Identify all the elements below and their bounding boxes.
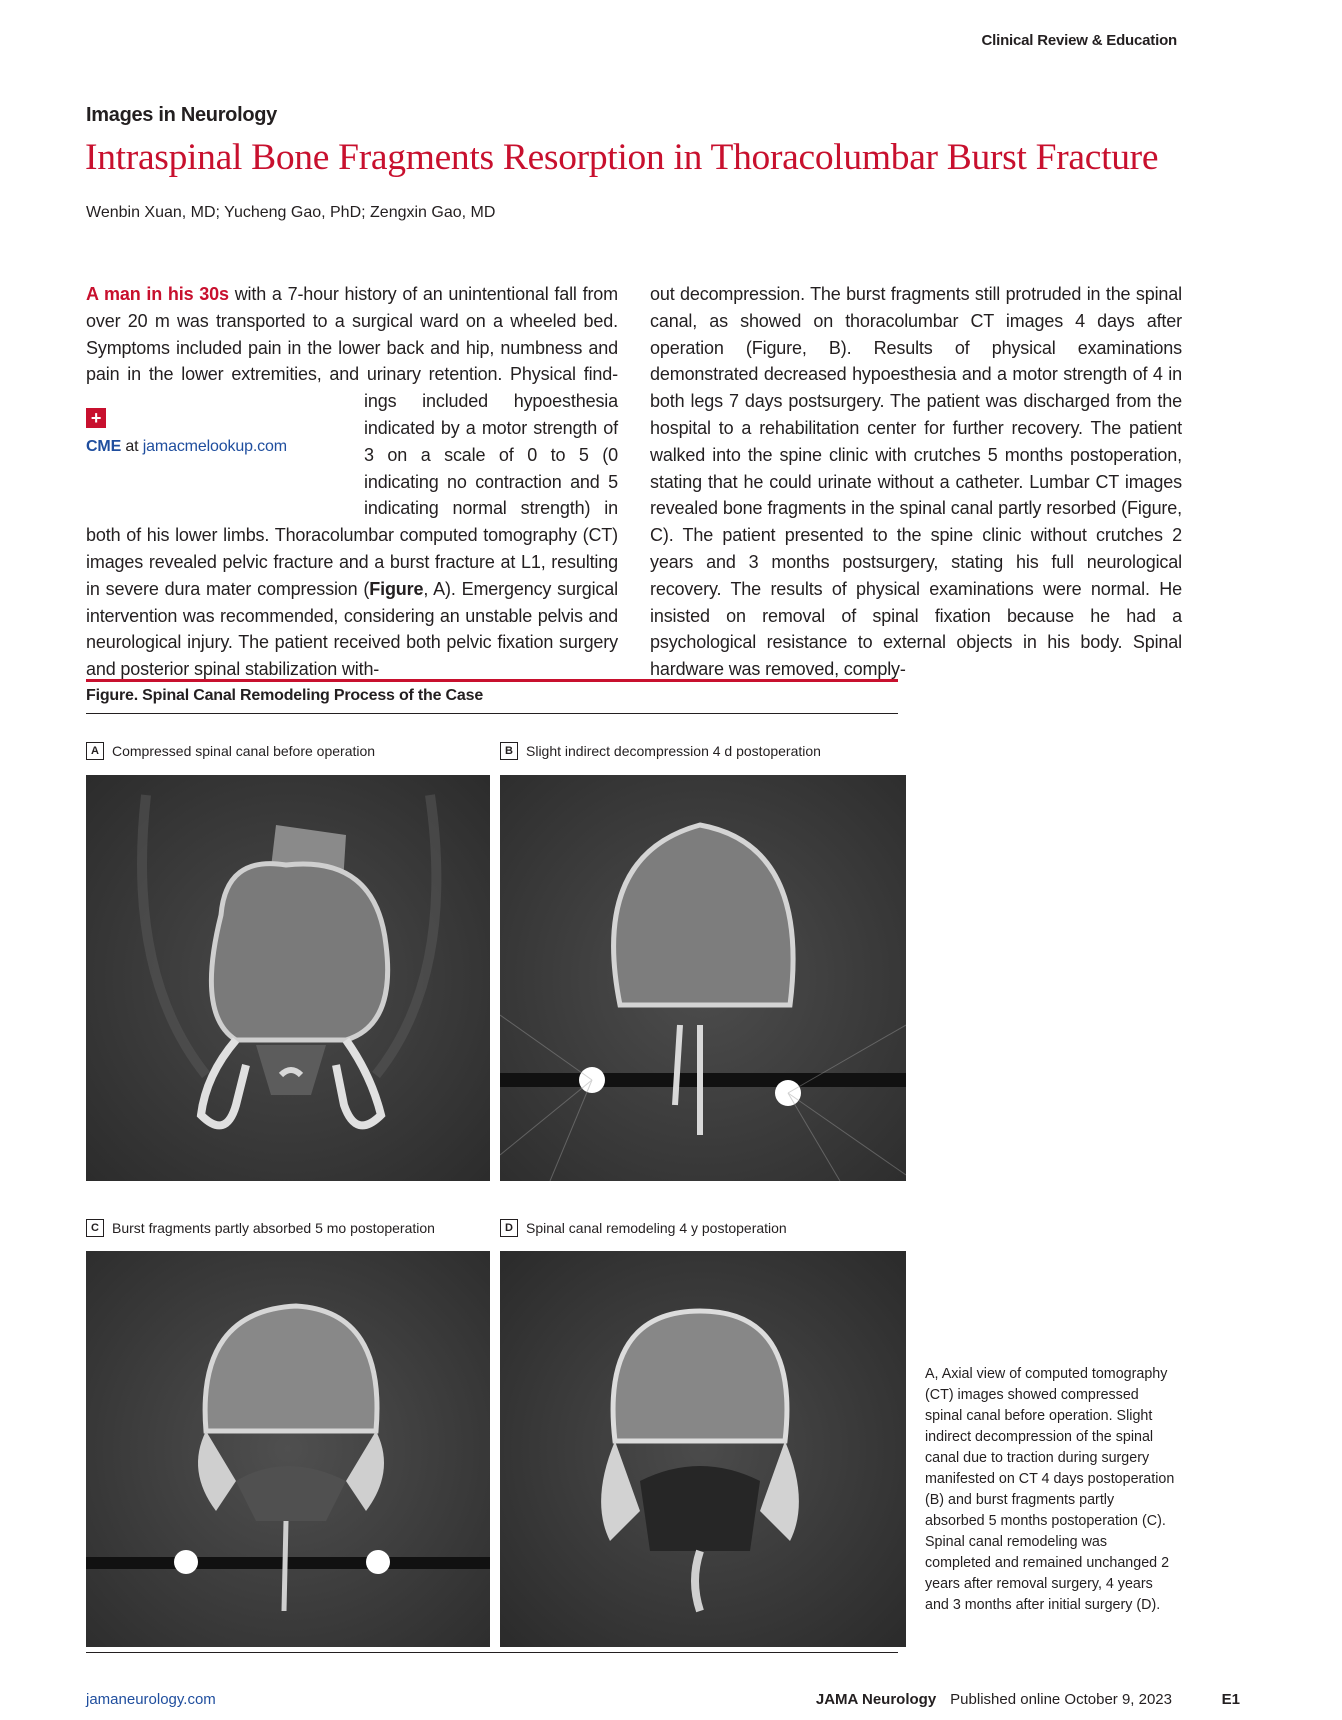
lead-in: A man in his 30s: [86, 284, 229, 304]
panel-label-b: [500, 742, 821, 760]
panel-letter: D: [500, 1219, 518, 1237]
article-title: Intraspinal Bone Fragments Resorption in Thoracolumbar Burst Fracture: [85, 137, 1159, 178]
journal-name: JAMA Neurology: [815, 1691, 937, 1708]
body-paragraph-2: out decompression. The burst fragments still protruded in the spinal canal, as showed on thoracolumbar CT images 4 days after operation (Figure, B). Results of physical examinations demonstrated decreased hypoesthesia and a motor strength of 4 in both legs 7 days postsurgery. The patient was discharged from the hospital to a rehabilitation center for further recovery. The patient walked into the spine clinic with crutches 5 months postoperation, stating that he could urinate without a catheter. Lumbar CT images revealed bone fragments in the spinal canal partly resorbed (Figure, C). The patient presented to the spine clinic without crutches 2 years and 3 months postsurgery, stating his full neurological recovery. The results of physical examinations were normal. He insisted on removal of spinal fixation because he had a psychological resistance to external objects in his body. Spinal hardware was removed, comply-: [650, 284, 1182, 680]
figure-top-rule: [86, 679, 898, 682]
ct-image-c: [86, 1251, 490, 1647]
cme-line[interactable]: [86, 434, 287, 461]
journal-website-link[interactable]: jamaneurology.com: [86, 1691, 216, 1708]
panel-letter: A: [86, 742, 104, 760]
figure-caption: A, Axial view of computed tomography (CT) images showed compressed spinal canal before operation. Slight indirect decompression of the spinal canal due to traction during surgery manifested on CT 4 days postoperation (B) and burst fragments partly absorbed 5 months postoperation (C). Spinal canal remodeling was completed and remained unchanged 2 years after removal surgery, 4 years and 3 months after initial surgery (D).: [925, 1366, 1175, 1613]
figure-bottom-rule: [86, 1652, 898, 1653]
ct-image-d: [500, 1251, 906, 1647]
body-paragraph-1: [86, 281, 618, 683]
col1-text-rest: ings included hypoesthesia indicated by a motor strength of 3 on a scale of 0 to 5 (0 indicating no contraction and 5 indicating normal strength) in both of his lower limbs. Thoracolumbar computed tomography (CT) images revealed pelvic fracture and a burst fracture at L1, resulting in severe dura mater compression (: [86, 391, 618, 599]
footer-publication-info: [816, 1691, 1172, 1708]
panel-label-d: [500, 1219, 787, 1237]
cme-box: [86, 392, 364, 496]
panel-caption: Spinal canal remodeling 4 y postoperation: [526, 1220, 787, 1236]
panel-letter: B: [500, 742, 518, 760]
article-category: Images in Neurology: [86, 104, 278, 126]
panel-caption: Burst fragments partly absorbed 5 mo postoperation: [112, 1220, 435, 1236]
cme-label: CME: [86, 438, 122, 456]
cme-at: at: [125, 438, 139, 456]
page-number: E1: [1221, 1691, 1240, 1708]
figure-title-rule: [86, 713, 898, 714]
panel-letter: C: [86, 1219, 104, 1237]
panel-label-c: [86, 1219, 435, 1237]
section-label: Clinical Review & Education: [981, 32, 1177, 49]
article-authors: Wenbin Xuan, MD; Yucheng Gao, PhD; Zengxin Gao, MD: [86, 204, 496, 221]
panel-caption: Compressed spinal canal before operation: [112, 743, 376, 759]
plus-icon: +: [86, 408, 106, 428]
panel-label-a: [86, 742, 375, 760]
body-column-1: [86, 281, 618, 683]
panel-caption: Slight indirect decompression 4 d postoperation: [526, 743, 821, 759]
body-column-2: [650, 281, 1182, 683]
figure-title: Figure. Spinal Canal Remodeling Process of the Case: [86, 687, 484, 704]
ct-image-a: [86, 775, 490, 1181]
col1-text-start: with a 7-hour history of an unintentional fall from over 20 m was transported to a surgical ward on a wheeled bed. Symptoms included pain in the lower back and hip, numbness and pain in the lower extremities, and urinary retention. Physical find-: [86, 284, 618, 385]
figure-reference[interactable]: Figure: [369, 578, 424, 599]
ct-image-b: [500, 775, 906, 1181]
publication-date: Published online October 9, 2023: [950, 1691, 1172, 1708]
cme-link[interactable]: jamacmelookup.com: [142, 438, 287, 456]
col1-text-end: , A). Emergency surgical intervention was recommended, considering an unstable pelvis and neurological injury. The patient received both pelvic fixation surgery and posterior spinal stabilization with-: [86, 578, 618, 680]
